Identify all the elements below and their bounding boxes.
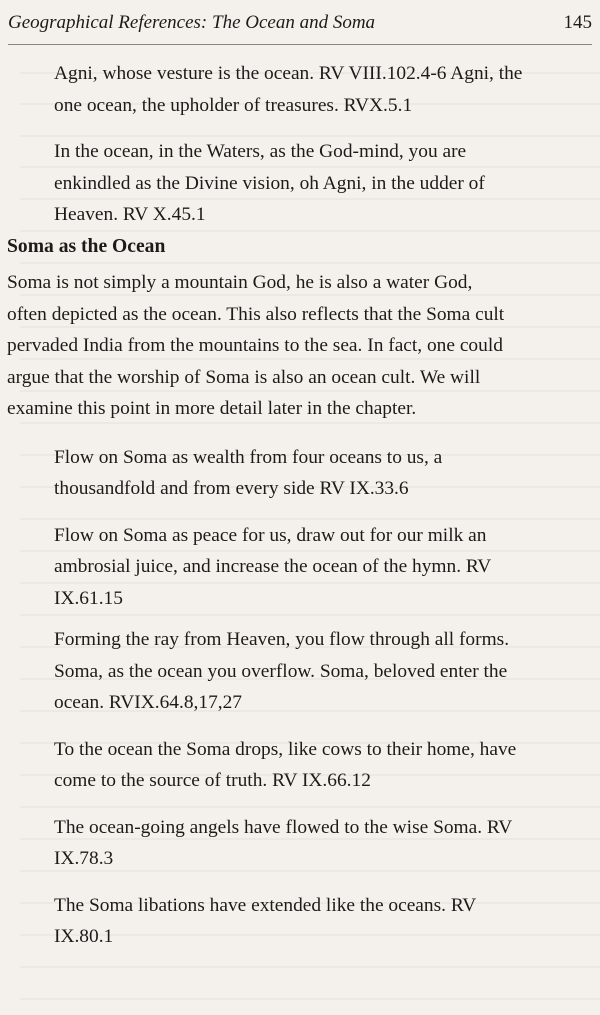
quote-line: come to the source of truth. RV IX.66.12 xyxy=(54,770,371,791)
paragraph-line: Soma is not simply a mountain God, he is also a water God, xyxy=(7,272,473,293)
block-quote xyxy=(0,812,600,875)
quote-line: ocean. RVIX.64.8,17,27 xyxy=(54,692,243,713)
quote-line: To the ocean the Soma drops, like cows to their home, have xyxy=(54,738,517,760)
block-quote xyxy=(0,890,600,953)
paragraph-line: pervaded India from the mountains to the sea. In fact, one could xyxy=(7,335,503,356)
block-quote xyxy=(0,442,600,505)
body-paragraph xyxy=(0,267,600,425)
quote-line: IX.78.3 xyxy=(54,848,114,869)
header-rule xyxy=(8,44,592,45)
page-number: 145 xyxy=(563,12,592,33)
quote-line: one ocean, the upholder of treasures. RVX.5.1 xyxy=(54,94,413,116)
quote-line: Flow on Soma as wealth from four oceans to us, a xyxy=(54,446,443,468)
quote-line: IX.61.15 xyxy=(54,587,123,609)
quote-line: IX.80.1 xyxy=(54,926,114,947)
block-quote xyxy=(0,136,600,231)
block-quote xyxy=(0,58,600,121)
quote-line: thousandfold and from every side RV IX.33.6 xyxy=(54,478,409,499)
running-head: Geographical References: The Ocean and Soma xyxy=(8,12,376,33)
paragraph-line: often depicted as the ocean. This also reflects that the Soma cult xyxy=(7,303,505,325)
paragraph-line: argue that the worship of Soma is also an ocean cult. We will xyxy=(7,366,481,388)
section-heading: Soma as the Ocean xyxy=(7,235,166,257)
quote-line: The ocean-going angels have flowed to the wise Soma. RV xyxy=(54,816,513,838)
paragraph-line: examine this point in more detail later in the chapter. xyxy=(7,398,417,419)
quote-line: Forming the ray from Heaven, you flow through all forms. xyxy=(54,629,510,650)
quote-line: In the ocean, in the Waters, as the God-mind, you are xyxy=(54,141,467,162)
block-quote xyxy=(0,734,600,797)
quote-line: The Soma libations have extended like the oceans. RV xyxy=(54,894,477,916)
quote-line: Heaven. RV X.45.1 xyxy=(54,204,206,225)
block-quote xyxy=(0,624,600,719)
page-body xyxy=(0,58,600,953)
quote-line: Flow on Soma as peace for us, draw out for our milk an xyxy=(54,524,487,546)
quote-line: ambrosial juice, and increase the ocean of the hymn. RV xyxy=(54,556,492,577)
quote-line: enkindled as the Divine vision, oh Agni, in the udder of xyxy=(54,172,485,194)
block-quote xyxy=(0,520,600,615)
page-header xyxy=(8,9,592,37)
quote-line: Soma, as the ocean you overflow. Soma, beloved enter the xyxy=(54,660,508,682)
quote-line: Agni, whose vesture is the ocean. RV VIII.102.4-6 Agni, the xyxy=(54,63,523,84)
